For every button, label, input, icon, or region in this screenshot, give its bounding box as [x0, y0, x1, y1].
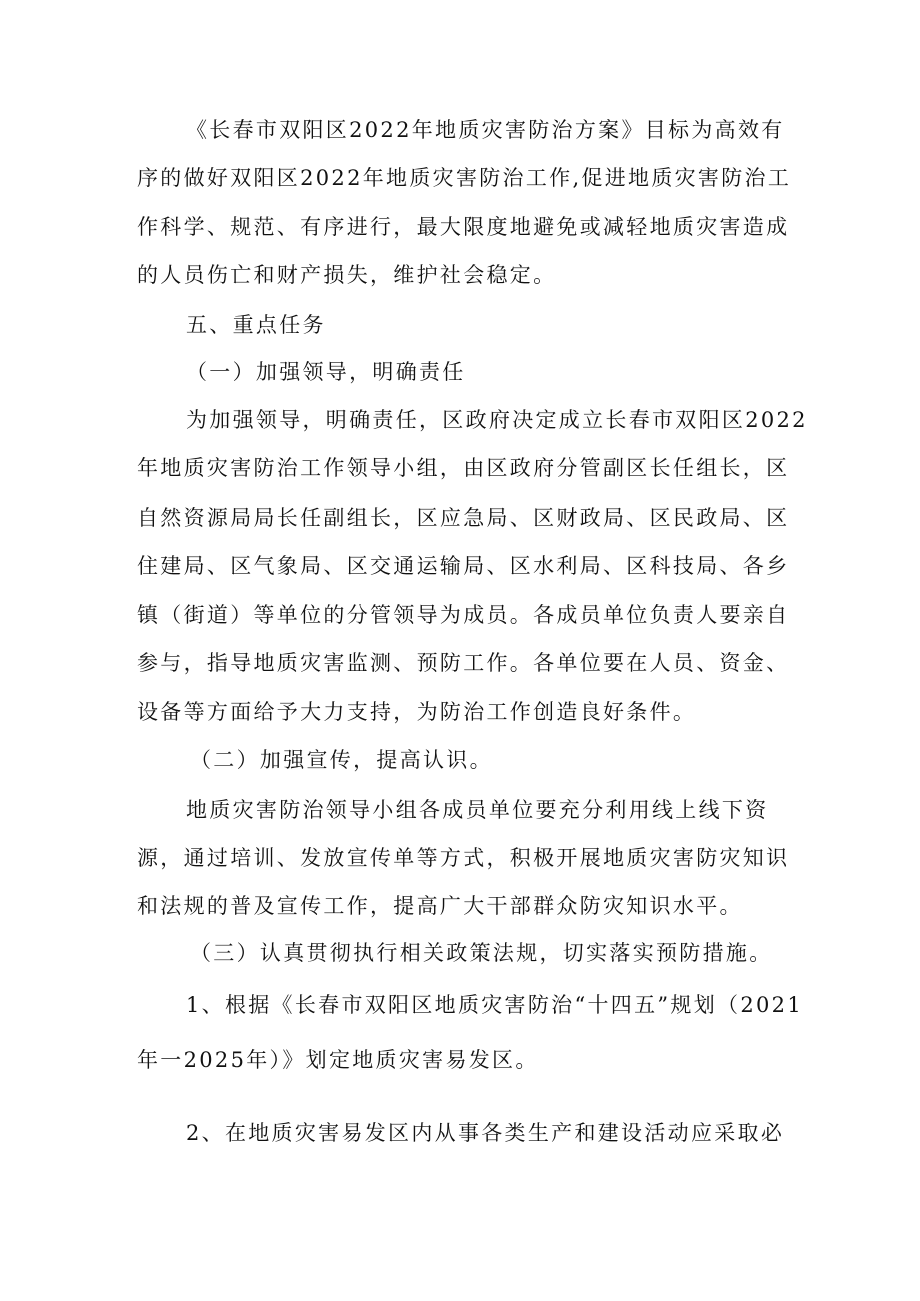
subsection-1-line-7: 设备等方面给予大力支持，为防治工作创造良好条件。	[137, 700, 697, 724]
subsection-2-line-2: 源，通过培训、发放宣传单等方式，积极开展地质灾害防灾知识	[137, 846, 790, 870]
subsection-2-line-1: 地质灾害防治领导小组各成员单位要充分利用线上线下资	[186, 798, 769, 822]
subsection-1-line-4: 住建局、区气象局、区交通运输局、区水利局、区科技局、各乡	[137, 554, 790, 578]
item-2-line-1: 2、在地质灾害易发区内从事各类生产和建设活动应采取必	[186, 1121, 785, 1145]
subsection-1-line-5: 镇（街道）等单位的分管领导为成员。各成员单位负责人要亲自	[137, 603, 790, 627]
intro-line-2: 序的做好双阳区2022年地质灾害防治工作,促进地质灾害防治工	[137, 166, 792, 190]
item-1-line-1: 1、根据《长春市双阳区地质灾害防治“十四五”规划（2021	[186, 993, 803, 1017]
subsection-2-heading: （二）加强宣传，提高认识。	[190, 748, 493, 772]
section-heading: 五、重点任务	[186, 313, 326, 337]
subsection-1-line-6: 参与，指导地质灾害监测、预防工作。各单位要在人员、资金、	[137, 651, 790, 675]
intro-line-3: 作科学、规范、有序进行，最大限度地避免或减轻地质灾害造成	[137, 215, 790, 239]
subsection-1-line-3: 自然资源局局长任副组长，区应急局、区财政局、区民政局、区	[137, 506, 790, 530]
subsection-1-heading: （一）加强领导，明确责任	[186, 360, 466, 384]
subsection-3-heading: （三）认真贯彻执行相关政策法规，切实落实预防措施。	[190, 941, 773, 965]
subsection-1-line-1: 为加强领导，明确责任，区政府决定成立长春市双阳区2022	[186, 408, 808, 432]
item-1-line-2: 年一2025年）》划定地质灾害易发区。	[137, 1048, 539, 1072]
subsection-1-line-2: 年地质灾害防治工作领导小组，由区政府分管副区长任组长，区	[137, 456, 790, 480]
intro-line-1: 《长春市双阳区2022年地质灾害防治方案》目标为高效有	[186, 118, 785, 142]
subsection-2-line-3: 和法规的普及宣传工作，提高广大干部群众防灾知识水平。	[137, 894, 743, 918]
intro-line-4: 的人员伤亡和财产损失，维护社会稳定。	[137, 263, 557, 287]
